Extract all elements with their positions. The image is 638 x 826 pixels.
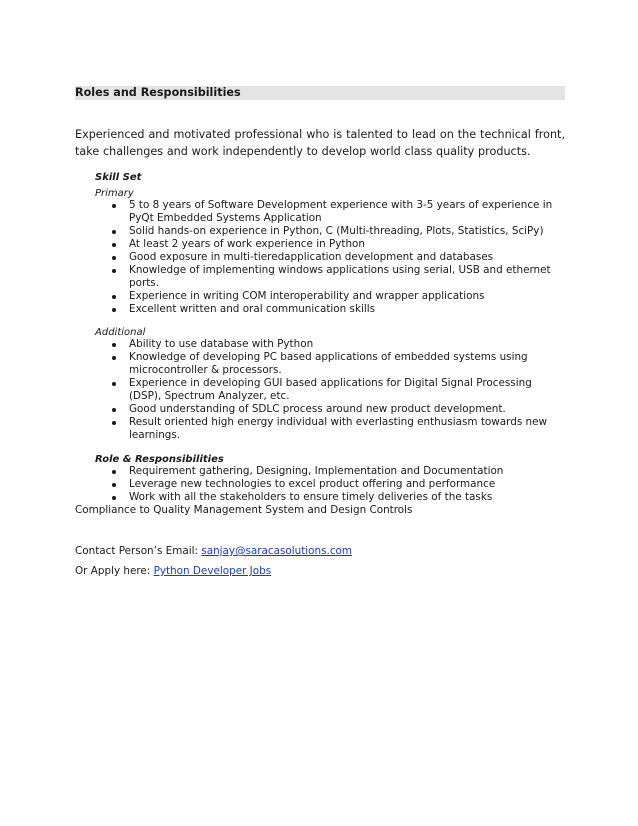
bullet-icon [112, 343, 116, 347]
bullet-icon [112, 295, 116, 299]
contact-line [75, 545, 565, 558]
list-item: Knowledge of developing PC based applications of embedded systems using microcontroller & processors. [75, 351, 565, 377]
list-item: At least 2 years of work experience in Python [75, 238, 565, 251]
bullet-icon [112, 382, 116, 386]
bullet-icon [112, 308, 116, 312]
bullet-icon [112, 204, 116, 208]
bullet-icon [112, 470, 116, 474]
contact-label: Contact Person’s Email: [75, 545, 202, 557]
primary-label: Primary [95, 188, 134, 199]
apply-label: Or Apply here: [75, 565, 154, 577]
additional-label: Additional [95, 327, 146, 338]
skill-set-heading: Skill Set [95, 172, 142, 183]
bullet-icon [112, 483, 116, 487]
list-item: Good exposure in multi-tieredapplication development and databases [75, 251, 565, 264]
bullet-icon [112, 256, 116, 260]
list-item: Experience in developing GUI based applications for Digital Signal Processing (DSP), Spectrum Analyzer, etc. [75, 377, 565, 403]
email-link[interactable]: sanjay@saracasolutions.com [201, 545, 353, 557]
list-item: Experience in writing COM interoperability and wrapper applications [75, 290, 565, 303]
bullet-icon [112, 269, 116, 273]
list-item: Good understanding of SDLC process around new product development. [75, 403, 565, 416]
python-jobs-link[interactable]: Python Developer Jobs [153, 565, 272, 577]
compliance-text: Compliance to Quality Management System and Design Controls [75, 504, 413, 516]
list-item: Ability to use database with Python [75, 338, 565, 351]
list-item: Excellent written and oral communication skills [75, 303, 565, 316]
bullet-icon [112, 230, 116, 234]
bullet-icon [112, 421, 116, 425]
list-item: Knowledge of implementing windows applications using serial, USB and ethernet ports. [75, 264, 565, 290]
list-item: Requirement gathering, Designing, Implementation and Documentation [75, 465, 565, 478]
list-item: Solid hands-on experience in Python, C (Multi-threading, Plots, Statistics, SciPy) [75, 225, 565, 238]
bullet-icon [112, 243, 116, 247]
role-heading: Role & Responsibilities [95, 454, 224, 465]
list-item: 5 to 8 years of Software Development experience with 3-5 years of experience in PyQt Embedded Systems Application [75, 199, 565, 225]
list-item: Result oriented high energy individual with everlasting enthusiasm towards new learnings. [75, 416, 565, 442]
primary-skill-list [75, 199, 565, 316]
bullet-icon [112, 496, 116, 500]
additional-skill-list [75, 338, 565, 442]
role-list [75, 465, 565, 504]
intro-paragraph: Experienced and motivated professional who is talented to lead on the technical front, take challenges and work independently to develop world class quality products. [75, 128, 565, 158]
list-item: Work with all the stakeholders to ensure timely deliveries of the tasks [75, 491, 565, 504]
list-item: Leverage new technologies to excel product offering and performance [75, 478, 565, 491]
bullet-icon [112, 356, 116, 360]
document-page [75, 86, 565, 578]
apply-line [75, 565, 565, 578]
bullet-icon [112, 408, 116, 412]
section-header: Roles and Responsibilities [75, 86, 565, 100]
